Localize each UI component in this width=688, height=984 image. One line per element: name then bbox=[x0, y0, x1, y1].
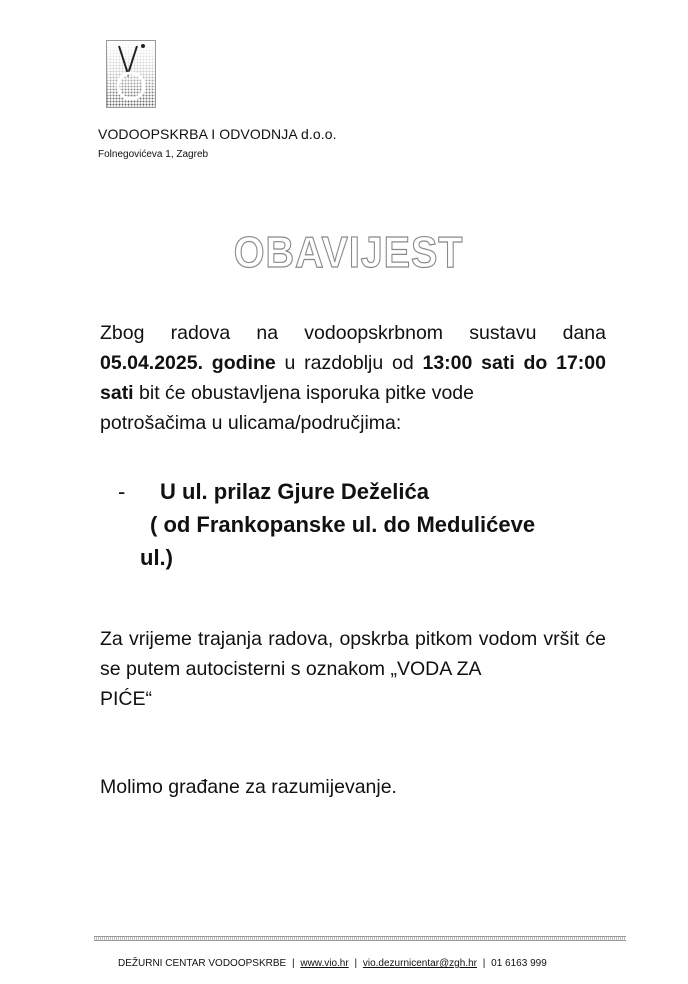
intro-paragraph bbox=[100, 318, 606, 438]
footer-email-link[interactable]: vio.dezurnicentar@zgh.hr bbox=[362, 958, 477, 969]
supply-info-text-end: PIĆE“ bbox=[100, 688, 153, 710]
footer-separator: | bbox=[482, 958, 486, 969]
affected-section: ( od Frankopanske ul. do Medulićeve bbox=[150, 512, 536, 537]
footer-divider bbox=[94, 936, 626, 941]
footer-separator: | bbox=[291, 958, 295, 969]
footer-website-link[interactable]: www.vio.hr bbox=[300, 958, 349, 969]
supply-info-text: Za vrijeme trajanja radova, opskrba pitkom vodom vršit će se putem autocisterni s oznakom „VODA ZA bbox=[100, 628, 606, 680]
vo-logo-icon bbox=[106, 40, 156, 108]
intro-text-4: potrošačima u ulicama/područjima: bbox=[100, 412, 402, 434]
notice-title bbox=[0, 228, 688, 278]
notice-title-text: OBAVIJEST bbox=[234, 228, 464, 277]
company-address: Folnegovićeva 1, Zagreb bbox=[98, 149, 209, 160]
footer bbox=[118, 958, 547, 969]
company-logo bbox=[106, 40, 156, 108]
outage-time-range: 13:00 sati do 17:00 sati bbox=[100, 352, 606, 404]
footer-phone: 01 6163 999 bbox=[491, 958, 547, 969]
footer-label: DEŽURNI CENTAR VODOOPSKRBE bbox=[118, 958, 287, 969]
outage-date: 05.04.2025. godine bbox=[100, 352, 276, 374]
supply-info-paragraph bbox=[100, 624, 606, 714]
company-name: VODOOPSKRBA I ODVODNJA d.o.o. bbox=[98, 126, 337, 142]
affected-section-end: ul.) bbox=[140, 545, 173, 570]
affected-street: U ul. prilaz Gjure Deželića bbox=[160, 479, 429, 504]
footer-separator: | bbox=[354, 958, 358, 969]
closing-text: Molimo građane za razumijevanje. bbox=[100, 776, 397, 798]
intro-text-1: Zbog radova na vodoopskrbnom sustavu dana bbox=[100, 322, 606, 344]
intro-text-2: u razdoblju od bbox=[275, 352, 423, 374]
list-bullet: - bbox=[118, 479, 126, 504]
intro-text-3: bit će obustavljena isporuka pitke vode bbox=[133, 382, 474, 404]
